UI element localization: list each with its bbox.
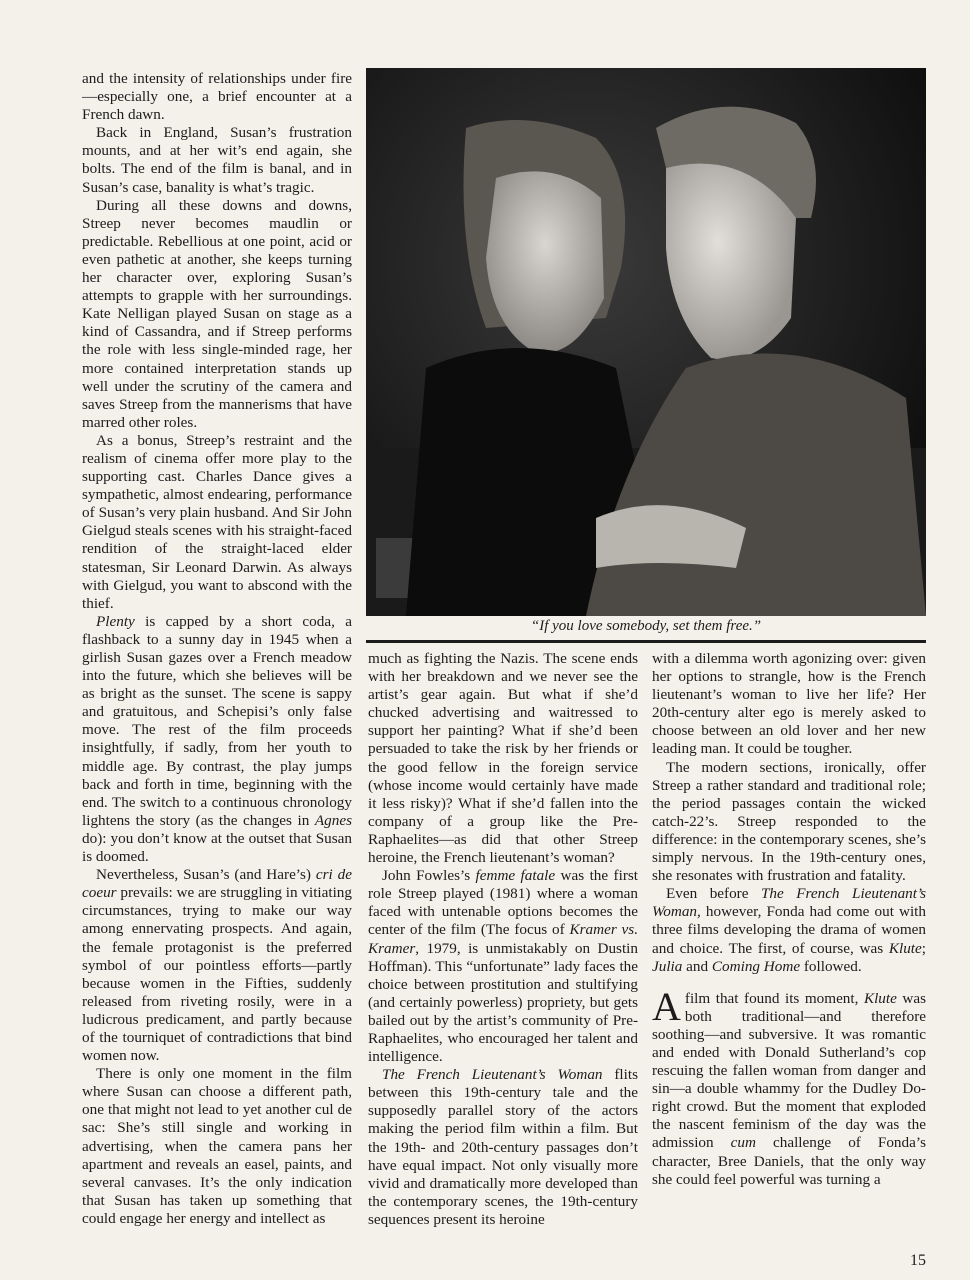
drop-cap: A [652,983,681,1029]
text: challenge of Fonda’s character, Bree Daniels, that the only way she could feel powerful was turning a [652,1134,926,1188]
film-title: The French Lieutenant’s Woman, [652,885,926,921]
section-break [652,976,926,990]
film-title: Agnes [314,811,352,829]
paragraph [652,983,927,1189]
paragraph [82,866,352,1065]
text: ; [921,939,926,957]
text: do): you don’t know at the outset that Susan is doomed. [82,829,352,866]
film-title: Kramer vs. Kramer [368,921,639,957]
text: however, Fonda had come out with three films developing the drama of women and choice. The first, of course, was [652,903,926,957]
page-number: 15 [910,1252,926,1269]
phrase: cum [730,1134,756,1152]
text: John Fowles’s [382,867,476,885]
paragraph: and the intensity of relationships under fire—especially one, a brief encounter at a French dawn. [82,70,352,124]
film-title: Klute [863,989,897,1007]
film-title: Klute [888,939,922,957]
middle-column [368,650,638,1229]
divider [366,640,926,643]
paragraph: much as fighting the Nazis. The scene ends with her breakdown and we never see the artist’s gear again. But what if she’d chucked advertising and waitressed to support her painting? What if she’d been persuaded to take the risk by her friends or the good fellow in the foreign service (whose income would certainly have made it less risky)? What if she’d fallen into the company of a group like the Pre-Raphaelites—as did that other Streep heroine, the French lieutenant’s woman? [368,650,638,867]
left-column [82,70,352,1228]
text: prevails: we are struggling in vitiating circumstances, trying to make our way among ennervating prospects. And again, the female protagonist is the preferred symbol of our pointless efforts—partly because women in the Fifties, suddenly released from riveting rosily, were in a ludicrous predicament, and partly because of the tourniquet of contradictions that bind women now. [82,884,352,1065]
text: Nevertheless, Susan’s (and Hare’s) [96,866,316,884]
paragraph: During all these downs and downs, Streep never becomes maudlin or predictable. Rebellious at one point, acid or even pathetic at another, she keeps turning her character over, exploring Susan’s attempts to grapple with her surroundings. Kate Nelligan played Susan on stage as a kind of Cassandra, and if Streep performs the role with less single-minded rage, her more contained interpretation stands up well under the scrutiny of the camera and saves Streep from the mannerisms that have marred other roles. [82,196,352,431]
text: flits between this 19th-century tale and the supposedly parallel story of the actors making the period film within a film. But the 19th- and 20th-century passages don’t have equal impact. Not only visually more vivid and dramatically more developed than the contemporary scenes, the 19th-century sequences present its heroine [368,1066,638,1228]
paragraph: There is only one moment in the film where Susan can choose a different path, one that might not lead to yet another cul de sac: She’s still single and working in advertising, when the camera pans her apartment and reveals an easel, paints, and several canvases. It’s the only indication that Susan has taken up something that could engage her energy and intellect as [82,1065,352,1227]
text: , 1979, is unmistakably on Dustin Hoffman). This “unfortunate” lady faces the choice between prostitution and stultifying (and certainly powerless) propriety, but gets bailed out by the artist’s community of Pre-Raphaelites, who encouraged her talent and intelligence. [368,939,638,1066]
photo-caption: “If you love somebody, set them free.” [530,618,762,634]
text: and [682,957,712,975]
paragraph [82,613,352,866]
paragraph: with a dilemma worth agonizing over: given her options to strangle, how is the French lieutenant’s woman to live her life? Her 20th-century alter ego is merely asked to choose between an old lover and her new leading man. It could be tougher. [652,650,926,758]
paragraph [368,867,638,1066]
film-title: Plenty [96,612,135,630]
film-still-photo [366,68,926,616]
phrase: femme fatale [475,867,556,885]
text: film that found its moment, [684,989,864,1007]
paragraph [368,1066,638,1229]
film-title: Coming Home [711,957,801,975]
film-title: The French Lieutenant’s Woman [382,1066,603,1084]
phrase: cri de coeur [82,866,352,902]
paragraph: Back in England, Susan’s frustration mounts, and at her wit’s end again, she bolts. The end of the film is banal, and in Susan’s case, banality is what’s tragic. [82,124,352,196]
text: was both traditional—and therefore soothing—and subversive. It was romantic and ended with Donald Sutherland’s cop rescuing the fallen woman from danger and sin—a double whammy for the Dudley Do-right crowd. But the moment that exploded the nascent feminism of the day was the admission [652,989,927,1152]
text: is capped by a short coda, a flashback to a sunny day in 1945 when a girlish Susan gazes over a French meadow into the future, which she believes will be as bright as the sunset. The scene is sappy and gratuitous, and Schepisi’s only false move. The rest of the film proceeds insightfully, if sadly, from her youth to middle age. By contrast, the play jumps back and forth in time, beginning with the end. The switch to a continuous chronology lightens the story (as the changes in [82,612,352,829]
paragraph: As a bonus, Streep’s restraint and the realism of cinema offer more play to the supporting cast. Charles Dance gives a sympathetic, almost endearing, performance of Susan’s very plain husband. And Sir John Gielgud steals scenes with his straight-faced rendition of the straight-laced elder statesman, Sir Leonard Darwin. As always with Gielgud, you want to abscond with the thief. [82,431,352,612]
paragraph [652,885,926,975]
text: followed. [800,957,862,975]
text: Even before [666,885,761,903]
film-title: Julia [652,957,683,975]
text: was the first role Streep played (1981) where a woman faced with untenable options becomes the center of the film (The focus of [368,867,639,939]
right-column [652,650,926,1189]
film-still-photo-icon [366,68,926,616]
paragraph: The modern sections, ironically, offer Streep a rather standard and traditional role; the period passages contain the wicked catch-22’s. Streep responded to the difference: in the contemporary scenes, she’s simply nervous. In the 19th-century ones, she resonates with frustration and fatality. [652,758,926,885]
